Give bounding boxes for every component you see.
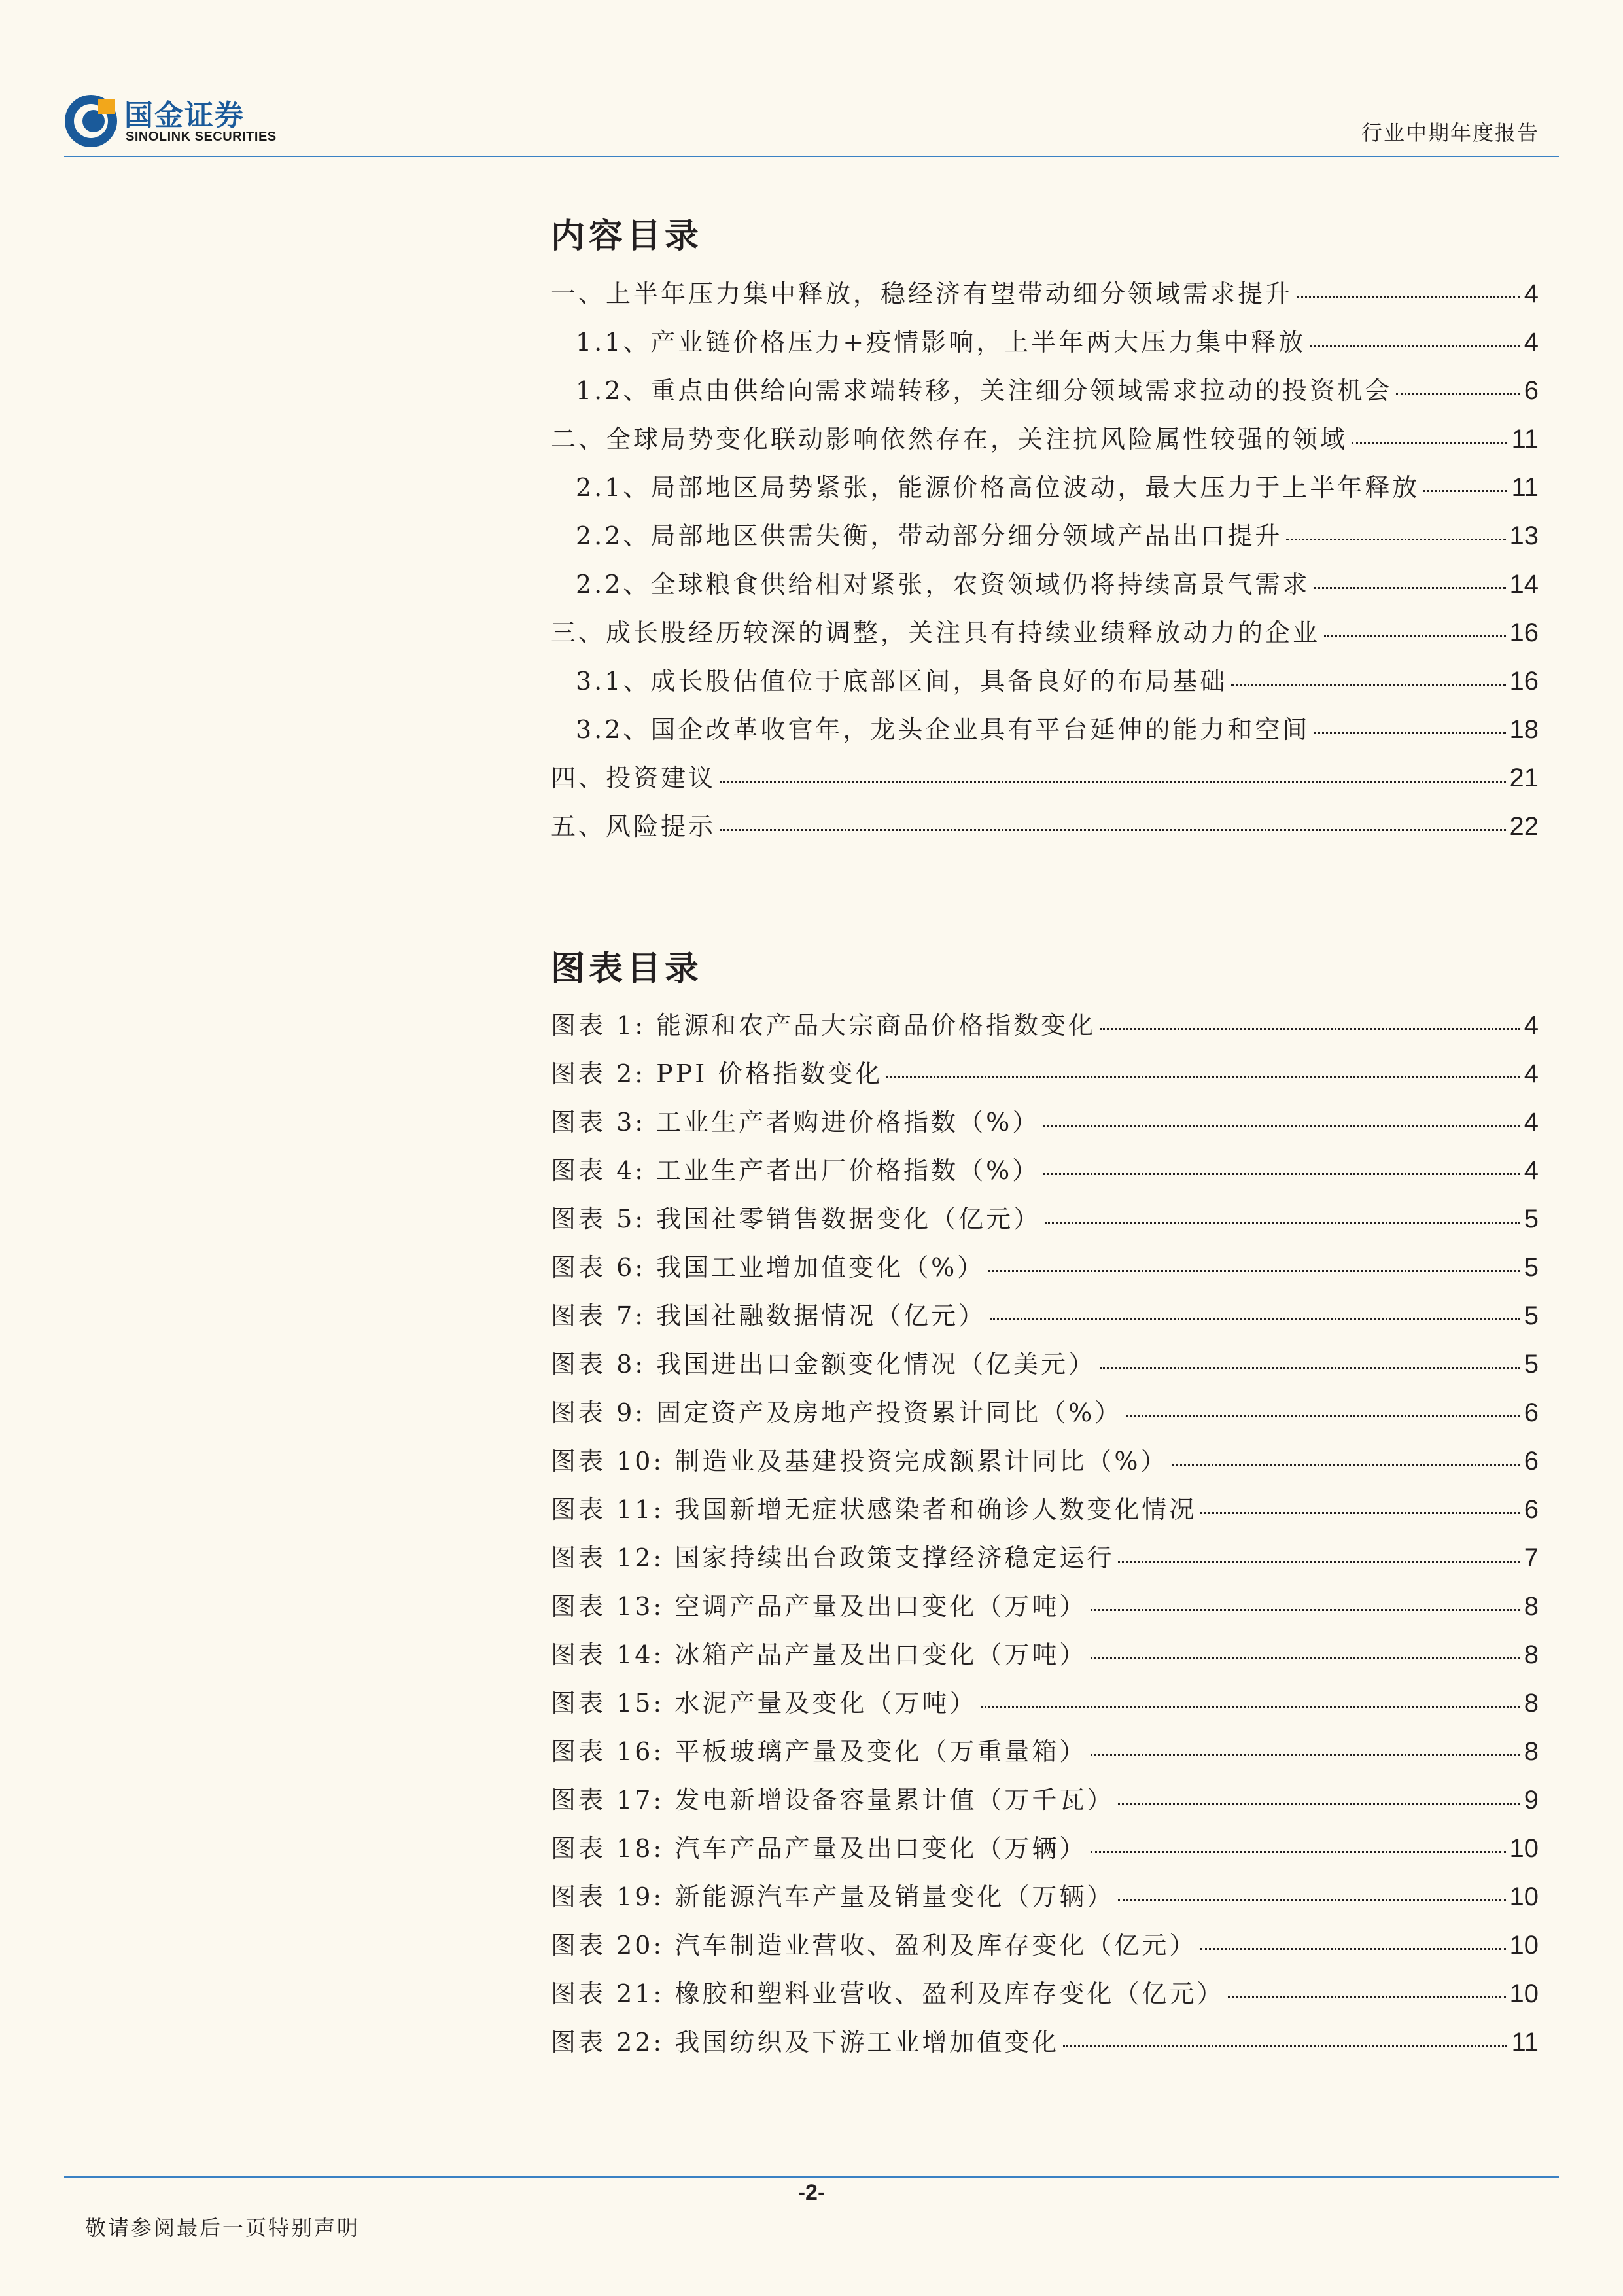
toc-entry-title: 3.1、成长股估值位于底部区间，具备良好的布局基础: [576, 667, 1228, 696]
toc-entry-page: 21: [1509, 764, 1539, 792]
toc-entry-page: 8: [1524, 1592, 1539, 1621]
dot-leader: [1043, 1173, 1520, 1175]
toc-entry[interactable]: [551, 1925, 1539, 1973]
toc-entry-title: 图表 7: 我国社融数据情况（亿元）: [551, 1301, 986, 1330]
dot-leader: [1286, 539, 1505, 540]
toc-entry[interactable]: [551, 1538, 1539, 1586]
toc-entry-title: 五、风险提示: [551, 812, 716, 841]
toc-entry-page: 8: [1524, 1689, 1539, 1718]
toc-entry-page: 9: [1524, 1786, 1539, 1814]
toc-entry[interactable]: [551, 1344, 1539, 1392]
dot-leader: [1100, 1028, 1520, 1030]
dot-leader: [1118, 1561, 1520, 1563]
toc-entry-title: 图表 13: 空调产品产量及出口变化（万吨）: [551, 1592, 1087, 1621]
dot-leader: [1045, 1222, 1520, 1224]
dot-leader: [720, 781, 1505, 783]
toc-entry-title: 图表 5: 我国社零销售数据变化（亿元）: [551, 1205, 1041, 1233]
toc-entry[interactable]: [551, 516, 1539, 564]
toc-entry-title: 2.1、局部地区局势紧张，能源价格高位波动，最大压力于上半年释放: [576, 473, 1420, 502]
dot-leader: [1228, 1996, 1505, 1998]
toc-entry[interactable]: [551, 1489, 1539, 1538]
toc-entry-title: 2.2、局部地区供需失衡，带动部分细分领域产品出口提升: [576, 521, 1283, 550]
toc-entry-title: 图表 19: 新能源汽车产量及销量变化（万辆）: [551, 1882, 1115, 1911]
dot-leader: [1314, 587, 1505, 589]
dot-leader: [1091, 1609, 1520, 1611]
toc-entry-title: 图表 18: 汽车产品产量及出口变化（万辆）: [551, 1834, 1087, 1863]
toc-entry-page: 10: [1509, 1931, 1539, 1960]
toc-entry[interactable]: [551, 1973, 1539, 2022]
toc-entry[interactable]: [551, 1634, 1539, 1683]
toc-entry[interactable]: [551, 467, 1539, 516]
toc-entry-page: 4: [1524, 328, 1539, 357]
dot-leader: [1063, 2045, 1507, 2047]
toc-entry-title: 图表 8: 我国进出口金额变化情况（亿美元）: [551, 1350, 1096, 1379]
toc-entry-page: 18: [1509, 715, 1539, 744]
page-number: -2-: [797, 2180, 826, 2205]
toc-entry-title: 图表 9: 固定资产及房地产投资累计同比（%）: [551, 1398, 1123, 1427]
toc-entry[interactable]: [551, 1877, 1539, 1925]
dot-leader: [981, 1706, 1520, 1708]
toc-entry-title: 图表 15: 水泥产量及变化（万吨）: [551, 1689, 977, 1718]
toc-entry[interactable]: [551, 1199, 1539, 1247]
dot-leader: [1352, 442, 1507, 444]
toc-entry-title: 图表 22: 我国纺织及下游工业增加值变化: [551, 2028, 1060, 2057]
toc-entry-title: 图表 14: 冰箱产品产量及出口变化（万吨）: [551, 1640, 1087, 1669]
toc-entry[interactable]: [551, 419, 1539, 467]
dot-leader: [990, 1318, 1520, 1320]
toc-entry-page: 5: [1524, 1350, 1539, 1379]
toc-entry-page: 8: [1524, 1737, 1539, 1766]
dot-leader: [1297, 296, 1520, 298]
toc-entry[interactable]: [551, 1005, 1539, 1053]
toc-entry[interactable]: [551, 1780, 1539, 1828]
toc-entry-page: 6: [1524, 376, 1539, 405]
toc-entry-page: 14: [1509, 570, 1539, 599]
toc-entry[interactable]: [551, 806, 1539, 855]
dot-leader: [1310, 345, 1520, 347]
toc-entry[interactable]: [551, 1828, 1539, 1877]
dot-leader: [1118, 1803, 1520, 1805]
toc-entry-title: 图表 11: 我国新增无症状感染者和确诊人数变化情况: [551, 1495, 1197, 1524]
dot-leader: [1091, 1851, 1505, 1853]
toc-entry-title: 图表 17: 发电新增设备容量累计值（万千瓦）: [551, 1786, 1115, 1814]
toc-entry-page: 6: [1524, 1398, 1539, 1427]
toc-entry-title: 1.1、产业链价格压力+疫情影响，上半年两大压力集中释放: [576, 328, 1306, 357]
toc-entry-page: 16: [1509, 618, 1539, 647]
toc-entry-page: 10: [1509, 1882, 1539, 1911]
toc-entry-title: 二、全球局势变化联动影响依然存在，关注抗风险属性较强的领域: [551, 425, 1348, 453]
toc-entry[interactable]: [551, 1296, 1539, 1344]
dot-leader: [1200, 1948, 1505, 1950]
header-divider: [64, 156, 1559, 157]
dot-leader: [1423, 490, 1507, 492]
company-logo: [64, 93, 296, 149]
toc-entry[interactable]: [551, 612, 1539, 661]
toc-entry[interactable]: [551, 1392, 1539, 1441]
dot-leader: [1314, 732, 1505, 734]
toc-entry[interactable]: [551, 1731, 1539, 1780]
toc-entry[interactable]: [551, 564, 1539, 612]
toc-entry-title: 图表 10: 制造业及基建投资完成额累计同比（%）: [551, 1447, 1168, 1475]
toc-entry-title: 1.2、重点由供给向需求端转移，关注细分领域需求拉动的投资机会: [576, 376, 1393, 405]
toc-entry-title: 图表 6: 我国工业增加值变化（%）: [551, 1253, 985, 1282]
footer-divider: [64, 2176, 1559, 2178]
toc-entry[interactable]: [551, 322, 1539, 370]
toc-entry-page: 5: [1524, 1301, 1539, 1330]
toc-entry[interactable]: [551, 1053, 1539, 1102]
figures-list: [551, 1005, 1539, 2070]
toc-entry-title: 图表 16: 平板玻璃产量及变化（万重量箱）: [551, 1737, 1087, 1766]
toc-entry-page: 4: [1524, 1108, 1539, 1137]
toc-entry-page: 5: [1524, 1253, 1539, 1282]
toc-entry-page: 11: [1511, 2028, 1539, 2057]
dot-leader: [1396, 393, 1520, 395]
contents-title: 内容目录: [551, 216, 703, 256]
toc-entry[interactable]: [551, 1683, 1539, 1731]
dot-leader: [1091, 1657, 1520, 1659]
toc-entry-title: 图表 20: 汽车制造业营收、盈利及库存变化（亿元）: [551, 1931, 1197, 1960]
toc-entry[interactable]: [551, 1247, 1539, 1296]
toc-entry-title: 一、上半年压力集中释放，稳经济有望带动细分领域需求提升: [551, 279, 1293, 308]
dot-leader: [1126, 1415, 1520, 1417]
toc-entry[interactable]: [551, 1102, 1539, 1150]
logo-chinese-name: 国金证券: [124, 99, 245, 132]
sinolink-logo-icon: [64, 94, 118, 148]
toc-entry-page: 22: [1509, 812, 1539, 841]
toc-entry-page: 11: [1511, 425, 1539, 453]
toc-entry-page: 5: [1524, 1205, 1539, 1233]
toc-entry-page: 4: [1524, 1059, 1539, 1088]
dot-leader: [1118, 1899, 1505, 1901]
toc-entry-page: 4: [1524, 1011, 1539, 1040]
logo-english-name: SINOLINK SECURITIES: [126, 130, 277, 144]
toc-entry-page: 10: [1509, 1979, 1539, 2008]
disclaimer-note: 敬请参阅最后一页特别声明: [85, 2216, 360, 2240]
toc-entry-title: 四、投资建议: [551, 764, 716, 792]
dot-leader: [1172, 1464, 1520, 1466]
toc-entry[interactable]: [551, 758, 1539, 806]
toc-entry-title: 图表 1: 能源和农产品大宗商品价格指数变化: [551, 1011, 1096, 1040]
dot-leader: [1091, 1754, 1520, 1756]
dot-leader: [1100, 1367, 1520, 1369]
toc-entry-title: 三、成长股经历较深的调整，关注具有持续业绩释放动力的企业: [551, 618, 1321, 647]
toc-entry-page: 16: [1509, 667, 1539, 696]
toc-entry[interactable]: [551, 2022, 1539, 2070]
dot-leader: [1200, 1512, 1520, 1514]
toc-entry-title: 图表 3: 工业生产者购进价格指数（%）: [551, 1108, 1040, 1137]
toc-entry-page: 6: [1524, 1447, 1539, 1475]
report-type-label: 行业中期年度报告: [1361, 120, 1539, 145]
dot-leader: [988, 1270, 1520, 1272]
toc-entry-page: 4: [1524, 1156, 1539, 1185]
contents-list: [551, 274, 1539, 855]
toc-entry-title: 图表 4: 工业生产者出厂价格指数（%）: [551, 1156, 1040, 1185]
toc-entry-page: 8: [1524, 1640, 1539, 1669]
toc-entry-title: 图表 2: PPI 价格指数变化: [551, 1059, 883, 1088]
toc-entry[interactable]: [551, 661, 1539, 709]
toc-entry-page: 10: [1509, 1834, 1539, 1863]
toc-entry-title: 3.2、国企改革收官年，龙头企业具有平台延伸的能力和空间: [576, 715, 1310, 744]
toc-entry[interactable]: [551, 1441, 1539, 1489]
toc-entry-page: 13: [1509, 521, 1539, 550]
dot-leader: [886, 1076, 1520, 1078]
toc-entry[interactable]: [551, 1150, 1539, 1199]
toc-entry[interactable]: [551, 709, 1539, 758]
dot-leader: [1231, 684, 1505, 686]
dot-leader: [720, 829, 1505, 831]
toc-entry-title: 2.2、全球粮食供给相对紧张，农资领域仍将持续高景气需求: [576, 570, 1310, 599]
toc-entry-title: 图表 21: 橡胶和塑料业营收、盈利及库存变化（亿元）: [551, 1979, 1225, 2008]
toc-entry[interactable]: [551, 370, 1539, 419]
toc-entry[interactable]: [551, 1586, 1539, 1634]
toc-entry-title: 图表 12: 国家持续出台政策支撑经济稳定运行: [551, 1544, 1115, 1572]
toc-entry-page: 7: [1524, 1544, 1539, 1572]
toc-entry-page: 4: [1524, 279, 1539, 308]
toc-entry[interactable]: [551, 274, 1539, 322]
toc-entry-page: 11: [1511, 473, 1539, 502]
figures-title: 图表目录: [551, 949, 703, 989]
dot-leader: [1043, 1125, 1520, 1127]
dot-leader: [1324, 635, 1505, 637]
toc-entry-page: 6: [1524, 1495, 1539, 1524]
